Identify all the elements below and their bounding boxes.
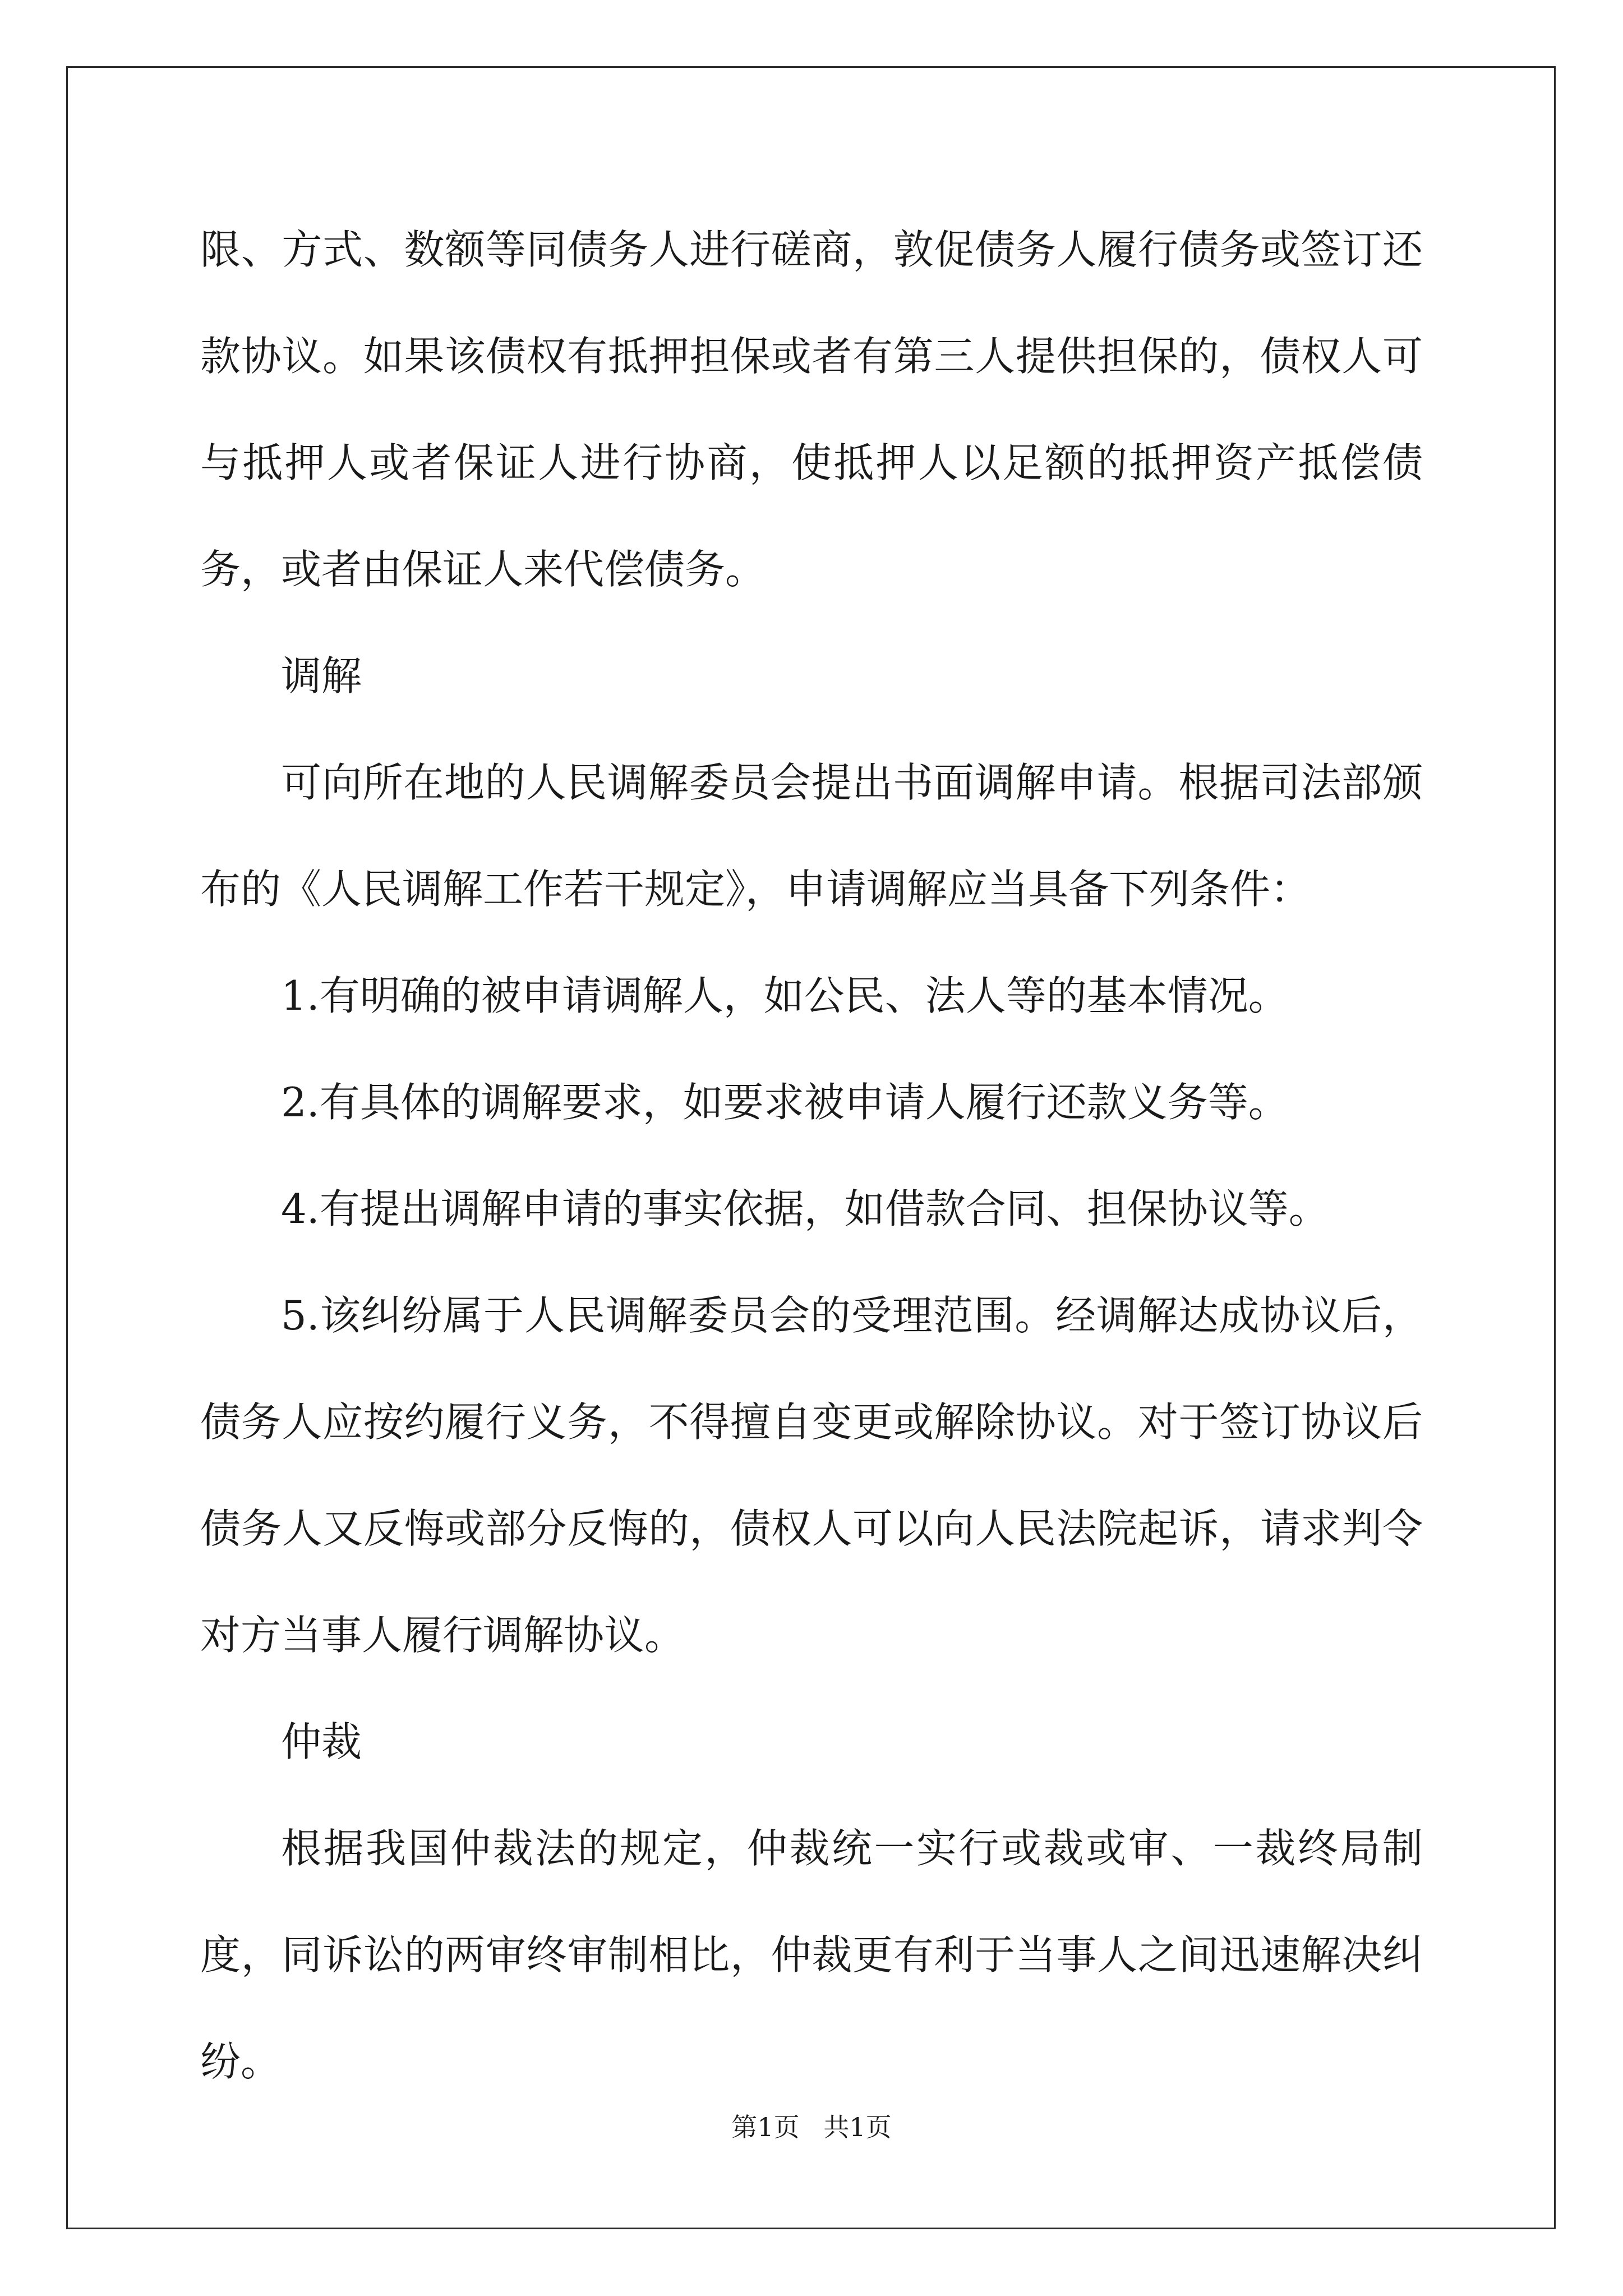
page-footer	[0, 2110, 1623, 2144]
list-item-condition-2: 2.有具体的调解要求，如要求被申请人履行还款义务等。	[281, 1079, 1289, 1126]
page-number: 第1页	[731, 2112, 800, 2142]
section-heading-mediation: 调解	[281, 652, 362, 700]
paragraph-continued: 限、方式、数额等同债务人进行磋商，敦促债务人履行债务或签订还款协议。如果该债权有抵押担保或者有第三人提供担保的，债权人可与抵押人或者保证人进行协商，使抵押人以足额的抵押资产抵偿债务，或者由保证人来代偿债务。	[200, 226, 1423, 593]
list-item-condition-1: 1.有明确的被申请调解人，如公民、法人等的基本情况。	[281, 972, 1289, 1019]
list-item-condition-4: 4.有提出调解申请的事实依据，如借款合同、担保协议等。	[281, 1185, 1329, 1232]
paragraph-arbitration: 根据我国仲裁法的规定，仲裁统一实行或裁或审、一裁终局制度，同诉讼的两审终审制相比，仲裁更有利于当事人之间迅速解决纠纷。	[200, 1825, 1423, 2085]
document-body	[200, 196, 1423, 2115]
paragraph-mediation-intro: 可向所在地的人民调解委员会提出书面调解申请。根据司法部颁布的《人民调解工作若干规定》，申请调解应当具备下列条件：	[200, 759, 1423, 913]
section-heading-arbitration: 仲裁	[281, 1718, 362, 1765]
list-item-condition-5: 5.该纠纷属于人民调解委员会的受理范围。经调解达成协议后，债务人应按约履行义务，不得擅自变更或解除协议。对于签订协议后债务人又反悔或部分反悔的，债权人可以向人民法院起诉，请求判令对方当事人履行调解协议。	[200, 1292, 1423, 1659]
page-total: 共1页	[823, 2112, 892, 2142]
